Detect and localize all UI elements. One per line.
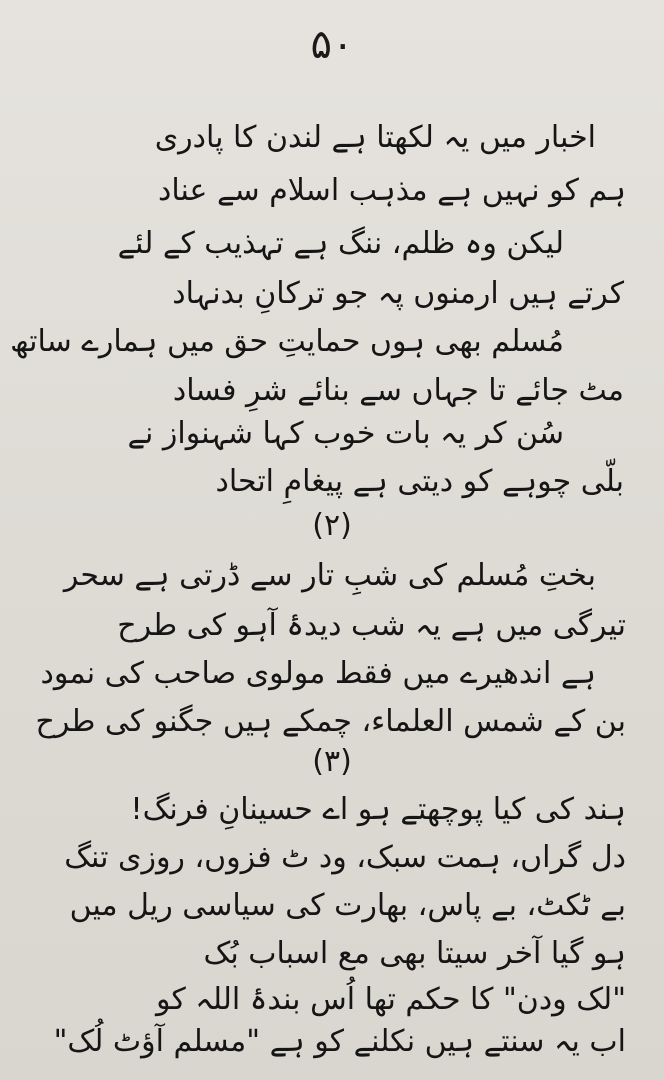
verse-line: اخبار میں یہ لکھتا ہے لندن کا پادری: [154, 120, 596, 155]
verse-line: ہند کی کیا پوچھتے ہو اے حسینانِ فرنگ!: [130, 792, 626, 827]
verse-line: مُسلم بھی ہوں حمایتِ حق میں ہمارے ساتھ: [10, 324, 564, 359]
verse-line: ہے اندھیرے میں فقط مولوی صاحب کی نمود: [40, 656, 596, 691]
section-heading-3: (۳): [312, 744, 352, 779]
verse-line: بلّی چوہے کو دیتی ہے پیغامِ اتحاد: [215, 464, 624, 499]
verse-line: دل گراں، ہمت سبک، ود ٹ فزوں، روزی تنگ: [64, 840, 626, 875]
verse-line: مٹ جائے تا جہاں سے بنائے شرِ فساد: [172, 373, 624, 408]
verse-line: "لک ودن" کا حکم تھا اُس بندۂ اللہ کو: [155, 982, 626, 1017]
verse-line: لیکن وہ ظلم، ننگ ہے تہذیب کے لئے: [117, 226, 564, 261]
verse-line: اب یہ سنتے ہیں نکلنے کو ہے "مسلم آؤٹ لُک": [53, 1024, 626, 1059]
verse-line: بے ٹکٹ، بے پاس، بھارت کی سیاسی ریل میں: [69, 888, 626, 923]
section-heading-2: (۲): [312, 508, 352, 543]
verse-line: بختِ مُسلم کی شبِ تار سے ڈرتی ہے سحر: [63, 558, 596, 593]
page-number: ۵۰: [310, 22, 354, 68]
verse-line: بن کے شمس العلماء، چمکے ہیں جگنو کی طرح: [35, 704, 626, 739]
verse-line: ہو گیا آخر سیتا بھی مع اسباب بُک: [203, 936, 626, 971]
verse-line: کرتے ہیں ارمنوں پہ جو ترکانِ بدنہاد: [172, 276, 624, 311]
verse-line: تیرگی میں ہے یہ شب دیدۂ آہو کی طرح: [117, 608, 626, 643]
verse-line: ہم کو نہیں ہے مذہب اسلام سے عناد: [157, 173, 626, 208]
verse-line: سُن کر یہ بات خوب کہا شہنواز نے: [127, 416, 564, 451]
